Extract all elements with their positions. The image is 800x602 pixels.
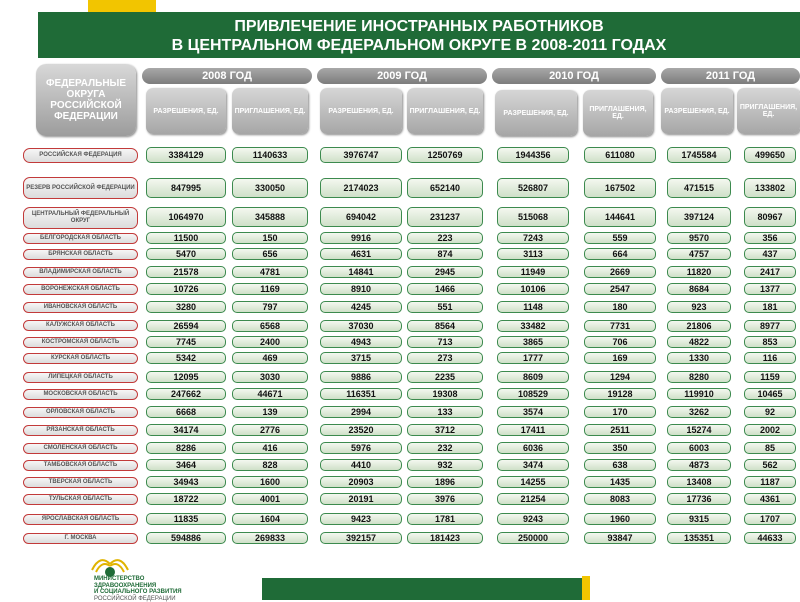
table-cell: 7731 xyxy=(584,320,656,332)
table-cell: 133 xyxy=(407,406,483,418)
table-cell: 350 xyxy=(584,442,656,454)
ministry-name: МИНИСТЕРСТВО ЗДРАВООХРАНЕНИЯ И СОЦИАЛЬНОГО РАЗВИТИЯ РОССИЙСКОЙ ФЕДЕРАЦИИ xyxy=(94,576,182,602)
table-cell: 1159 xyxy=(744,371,796,383)
table-cell: 8609 xyxy=(497,371,569,383)
table-cell: 694042 xyxy=(320,207,402,227)
table-cell: 6568 xyxy=(232,320,308,332)
page-title-line2: В ЦЕНТРАЛЬНОМ ФЕДЕРАЛЬНОМ ОКРУГЕ В 2008-2011 ГОДАХ xyxy=(171,37,667,54)
title-banner xyxy=(38,12,800,58)
table-cell: 11835 xyxy=(146,513,226,525)
table-cell: 1064970 xyxy=(146,207,226,227)
table-cell: 19128 xyxy=(584,388,656,400)
table-cell: 1148 xyxy=(497,301,569,313)
year-header-2008: 2008 ГОД xyxy=(142,68,312,84)
table-cell: 2174023 xyxy=(320,178,402,198)
table-cell: 269833 xyxy=(232,532,308,544)
table-cell: 611080 xyxy=(584,147,656,163)
table-cell: 10106 xyxy=(497,283,569,295)
table-cell: 1604 xyxy=(232,513,308,525)
table-cell: 416 xyxy=(232,442,308,454)
table-cell: 4001 xyxy=(232,493,308,505)
table-cell: 181 xyxy=(744,301,796,313)
table-cell: 3865 xyxy=(497,336,569,348)
table-cell: 11500 xyxy=(146,232,226,244)
table-cell: 847995 xyxy=(146,178,226,198)
table-cell: 3976 xyxy=(407,493,483,505)
table-cell: 638 xyxy=(584,459,656,471)
table-cell: 1944356 xyxy=(497,147,569,163)
row-label: РОССИЙСКАЯ ФЕДЕРАЦИЯ xyxy=(23,148,138,163)
table-cell: 15274 xyxy=(667,424,731,436)
row-label: ЛИПЕЦКАЯ ОБЛАСТЬ xyxy=(23,372,138,383)
table-cell: 5470 xyxy=(146,248,226,260)
table-cell: 6668 xyxy=(146,406,226,418)
table-cell: 231237 xyxy=(407,207,483,227)
table-cell: 7243 xyxy=(497,232,569,244)
table-cell: 1960 xyxy=(584,513,656,525)
table-cell: 18722 xyxy=(146,493,226,505)
table-cell: 139 xyxy=(232,406,308,418)
table-cell: 562 xyxy=(744,459,796,471)
table-cell: 437 xyxy=(744,248,796,260)
year-header-2011: 2011 ГОД xyxy=(661,68,800,84)
table-cell: 656 xyxy=(232,248,308,260)
table-cell: 17411 xyxy=(497,424,569,436)
table-cell: 932 xyxy=(407,459,483,471)
table-cell: 34943 xyxy=(146,476,226,488)
table-cell: 3574 xyxy=(497,406,569,418)
table-cell: 19308 xyxy=(407,388,483,400)
table-cell: 392157 xyxy=(320,532,402,544)
table-cell: 3976747 xyxy=(320,147,402,163)
table-cell: 9570 xyxy=(667,232,731,244)
table-cell: 526807 xyxy=(497,178,569,198)
table-cell: 4943 xyxy=(320,336,402,348)
table-cell: 4757 xyxy=(667,248,731,260)
footer-accent-bar xyxy=(582,576,590,600)
table-cell: 1187 xyxy=(744,476,796,488)
table-cell: 3113 xyxy=(497,248,569,260)
table-cell: 515068 xyxy=(497,207,569,227)
table-cell: 4822 xyxy=(667,336,731,348)
subheader-invitations-2011: ПРИГЛАШЕНИЯ, ЕД. xyxy=(737,88,800,134)
table-cell: 3384129 xyxy=(146,147,226,163)
table-cell: 469 xyxy=(232,352,308,364)
table-cell: 8286 xyxy=(146,442,226,454)
row-label: ТВЕРСКАЯ ОБЛАСТЬ xyxy=(23,477,138,488)
table-cell: 4361 xyxy=(744,493,796,505)
table-cell: 2511 xyxy=(584,424,656,436)
row-label: Г. МОСКВА xyxy=(23,533,138,544)
page-title-line1: ПРИВЛЕЧЕНИЕ ИНОСТРАННЫХ РАБОТНИКОВ xyxy=(234,18,604,35)
table-cell: 1745584 xyxy=(667,147,731,163)
table-cell: 11820 xyxy=(667,266,731,278)
subheader-invitations-2008: ПРИГЛАШЕНИЯ, ЕД. xyxy=(232,88,308,134)
row-label: ОРЛОВСКАЯ ОБЛАСТЬ xyxy=(23,407,138,418)
subheader-permits-2009: РАЗРЕШЕНИЯ, ЕД. xyxy=(320,88,402,134)
table-cell: 150 xyxy=(232,232,308,244)
table-cell: 559 xyxy=(584,232,656,244)
table-cell: 8684 xyxy=(667,283,731,295)
table-cell: 92 xyxy=(744,406,796,418)
row-label: МОСКОВСКАЯ ОБЛАСТЬ xyxy=(23,389,138,400)
table-cell: 17736 xyxy=(667,493,731,505)
row-label: БРЯНСКАЯ ОБЛАСТЬ xyxy=(23,249,138,260)
row-label: РЕЗЕРВ РОССИЙСКОЙ ФЕДЕРАЦИИ xyxy=(23,177,138,199)
table-cell: 1435 xyxy=(584,476,656,488)
table-cell: 133802 xyxy=(744,178,796,198)
table-cell: 144641 xyxy=(584,207,656,227)
table-cell: 8977 xyxy=(744,320,796,332)
table-cell: 551 xyxy=(407,301,483,313)
subheader-permits-2011: РАЗРЕШЕНИЯ, ЕД. xyxy=(661,88,733,134)
row-label: КАЛУЖСКАЯ ОБЛАСТЬ xyxy=(23,320,138,331)
table-cell: 2776 xyxy=(232,424,308,436)
table-cell: 93847 xyxy=(584,532,656,544)
table-cell: 33482 xyxy=(497,320,569,332)
subheader-invitations-2009: ПРИГЛАШЕНИЯ, ЕД. xyxy=(407,88,483,134)
table-cell: 8083 xyxy=(584,493,656,505)
table-cell: 273 xyxy=(407,352,483,364)
table-cell: 3030 xyxy=(232,371,308,383)
table-cell: 9886 xyxy=(320,371,402,383)
table-cell: 247662 xyxy=(146,388,226,400)
top-accent-bar xyxy=(88,0,156,12)
table-cell: 330050 xyxy=(232,178,308,198)
table-cell: 180 xyxy=(584,301,656,313)
table-cell: 3464 xyxy=(146,459,226,471)
table-cell: 5342 xyxy=(146,352,226,364)
table-cell: 706 xyxy=(584,336,656,348)
table-cell: 1250769 xyxy=(407,147,483,163)
table-cell: 3474 xyxy=(497,459,569,471)
table-cell: 828 xyxy=(232,459,308,471)
year-header-2010: 2010 ГОД xyxy=(492,68,656,84)
row-label: ВОРОНЕЖСКАЯ ОБЛАСТЬ xyxy=(23,284,138,295)
table-cell: 6003 xyxy=(667,442,731,454)
table-cell: 853 xyxy=(744,336,796,348)
table-cell: 652140 xyxy=(407,178,483,198)
row-label: РЯЗАНСКАЯ ОБЛАСТЬ xyxy=(23,425,138,436)
table-cell: 3262 xyxy=(667,406,731,418)
table-cell: 1781 xyxy=(407,513,483,525)
row-label: СМОЛЕНСКАЯ ОБЛАСТЬ xyxy=(23,443,138,454)
subheader-permits-2008: РАЗРЕШЕНИЯ, ЕД. xyxy=(146,88,226,134)
table-cell: 1600 xyxy=(232,476,308,488)
table-cell: 1466 xyxy=(407,283,483,295)
table-cell: 2235 xyxy=(407,371,483,383)
table-cell: 10465 xyxy=(744,388,796,400)
table-cell: 250000 xyxy=(497,532,569,544)
table-cell: 713 xyxy=(407,336,483,348)
row-label: КУРСКАЯ ОБЛАСТЬ xyxy=(23,353,138,364)
table-cell: 1140633 xyxy=(232,147,308,163)
table-cell: 4631 xyxy=(320,248,402,260)
table-cell: 8564 xyxy=(407,320,483,332)
table-cell: 664 xyxy=(584,248,656,260)
subheader-permits-2010: РАЗРЕШЕНИЯ, ЕД. xyxy=(495,90,577,136)
table-cell: 23520 xyxy=(320,424,402,436)
table-cell: 167502 xyxy=(584,178,656,198)
table-cell: 1377 xyxy=(744,283,796,295)
table-cell: 499650 xyxy=(744,147,796,163)
table-cell: 116 xyxy=(744,352,796,364)
table-cell: 44633 xyxy=(744,532,796,544)
table-cell: 20191 xyxy=(320,493,402,505)
table-cell: 8280 xyxy=(667,371,731,383)
table-cell: 471515 xyxy=(667,178,731,198)
table-cell: 797 xyxy=(232,301,308,313)
table-cell: 21578 xyxy=(146,266,226,278)
table-cell: 116351 xyxy=(320,388,402,400)
table-cell: 3280 xyxy=(146,301,226,313)
table-cell: 4781 xyxy=(232,266,308,278)
table-cell: 345888 xyxy=(232,207,308,227)
table-cell: 1896 xyxy=(407,476,483,488)
table-cell: 85 xyxy=(744,442,796,454)
table-cell: 8910 xyxy=(320,283,402,295)
table-cell: 7745 xyxy=(146,336,226,348)
row-label: КОСТРОМСКАЯ ОБЛАСТЬ xyxy=(23,337,138,348)
table-cell: 26594 xyxy=(146,320,226,332)
table-cell: 20903 xyxy=(320,476,402,488)
row-label: ВЛАДИМИРСКАЯ ОБЛАСТЬ xyxy=(23,267,138,278)
table-cell: 135351 xyxy=(667,532,731,544)
table-cell: 356 xyxy=(744,232,796,244)
table-cell: 2417 xyxy=(744,266,796,278)
table-cell: 9315 xyxy=(667,513,731,525)
footer-bar xyxy=(262,578,582,600)
table-cell: 80967 xyxy=(744,207,796,227)
table-cell: 4245 xyxy=(320,301,402,313)
table-cell: 874 xyxy=(407,248,483,260)
row-label: ИВАНОВСКАЯ ОБЛАСТЬ xyxy=(23,302,138,313)
table-cell: 1330 xyxy=(667,352,731,364)
table-cell: 3715 xyxy=(320,352,402,364)
table-cell: 181423 xyxy=(407,532,483,544)
table-cell: 44671 xyxy=(232,388,308,400)
table-cell: 2669 xyxy=(584,266,656,278)
federal-districts-header: ФЕДЕРАЛЬНЫЕ ОКРУГА РОССИЙСКОЙ ФЕДЕРАЦИИ xyxy=(36,64,136,136)
table-cell: 170 xyxy=(584,406,656,418)
table-cell: 2945 xyxy=(407,266,483,278)
table-cell: 923 xyxy=(667,301,731,313)
table-cell: 2547 xyxy=(584,283,656,295)
table-cell: 9423 xyxy=(320,513,402,525)
table-cell: 21254 xyxy=(497,493,569,505)
table-cell: 37030 xyxy=(320,320,402,332)
row-label: ЦЕНТРАЛЬНЫЙ ФЕДЕРАЛЬНЫЙ ОКРУГ xyxy=(23,207,138,229)
table-cell: 1294 xyxy=(584,371,656,383)
table-cell: 9243 xyxy=(497,513,569,525)
table-cell: 397124 xyxy=(667,207,731,227)
table-cell: 2994 xyxy=(320,406,402,418)
table-cell: 9916 xyxy=(320,232,402,244)
table-cell: 2400 xyxy=(232,336,308,348)
subheader-invitations-2010: ПРИГЛАШЕНИЯ, ЕД. xyxy=(583,90,653,136)
table-cell: 21806 xyxy=(667,320,731,332)
table-cell: 1169 xyxy=(232,283,308,295)
table-cell: 11949 xyxy=(497,266,569,278)
row-label: ТАМБОВСКАЯ ОБЛАСТЬ xyxy=(23,460,138,471)
row-label: ТУЛЬСКАЯ ОБЛАСТЬ xyxy=(23,494,138,505)
row-label: ЯРОСЛАВСКАЯ ОБЛАСТЬ xyxy=(23,514,138,525)
table-cell: 2002 xyxy=(744,424,796,436)
table-cell: 10726 xyxy=(146,283,226,295)
table-cell: 4873 xyxy=(667,459,731,471)
table-cell: 12095 xyxy=(146,371,226,383)
table-cell: 119910 xyxy=(667,388,731,400)
table-cell: 14255 xyxy=(497,476,569,488)
table-cell: 5976 xyxy=(320,442,402,454)
table-cell: 594886 xyxy=(146,532,226,544)
table-cell: 14841 xyxy=(320,266,402,278)
table-cell: 169 xyxy=(584,352,656,364)
table-cell: 1707 xyxy=(744,513,796,525)
table-cell: 6036 xyxy=(497,442,569,454)
table-cell: 232 xyxy=(407,442,483,454)
year-header-2009: 2009 ГОД xyxy=(317,68,487,84)
table-cell: 3712 xyxy=(407,424,483,436)
table-cell: 4410 xyxy=(320,459,402,471)
row-label: БЕЛГОРОДСКАЯ ОБЛАСТЬ xyxy=(23,233,138,244)
table-cell: 223 xyxy=(407,232,483,244)
table-cell: 108529 xyxy=(497,388,569,400)
table-cell: 1777 xyxy=(497,352,569,364)
table-cell: 34174 xyxy=(146,424,226,436)
table-cell: 13408 xyxy=(667,476,731,488)
